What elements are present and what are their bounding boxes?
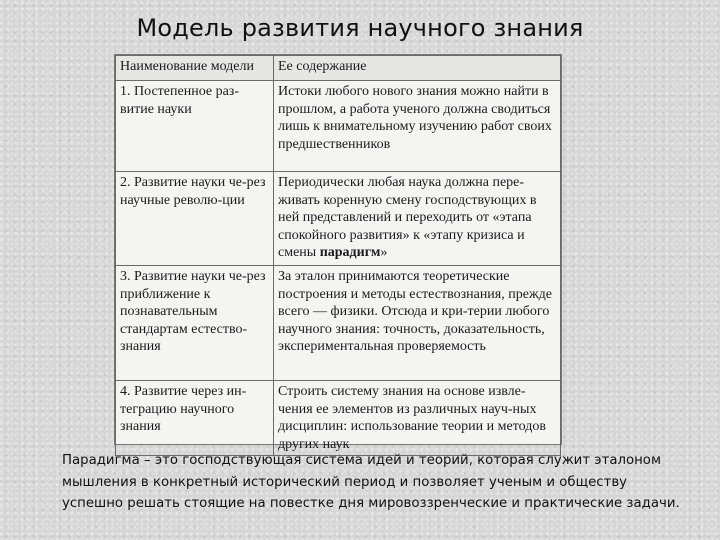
models-table [114, 54, 562, 452]
header-model-name: Наименование модели [116, 56, 274, 81]
header-model-content: Ее содержание [274, 56, 561, 81]
table-row [116, 381, 561, 456]
table-header-row [116, 56, 561, 81]
definition-term: Парадигма [62, 453, 140, 468]
model-content-cell: Истоки любого нового знания можно найти в прошлом, а работа ученого должна сводиться лишь к внимательному изучению работ своих предшественников [274, 81, 561, 172]
model-name-cell: 2. Развитие науки че-рез научные револю-ции [116, 172, 274, 266]
paradigm-term-bold: парадигм [319, 245, 381, 261]
content-text-end: » [380, 245, 388, 261]
model-content-cell: Строить систему знания на основе извле-чения ее элементов из различных науч-ных дисциплин: использование теории и методов других наук [274, 381, 561, 456]
content-text: Периодически любая наука должна пере-живать коренную смену господствующих в ней представлений и переходить от «этапа спокойного развития» к «этапу кризиса и смены [278, 175, 537, 261]
definition-text: – это господствующая система идей и теорий, которая служит эталоном мышления в конкретный исторический период и позволяет ученым и обществу успешно решать стоящие на повестке дня мировоззренческие и практические задачи. [62, 453, 680, 511]
table-row [116, 172, 561, 266]
paradigm-definition [62, 450, 682, 515]
model-content-cell: За эталон принимаются теоретические построения и методы естествознания, прежде всего — физики. Отсюда и кри-терии любого научного знания: точность, доказательность, экспериментальная проверяемость [274, 266, 561, 381]
model-content-cell [274, 172, 561, 266]
slide-title: Модель развития научного знания [136, 14, 584, 42]
table-row [116, 81, 561, 172]
model-name-cell: 3. Развитие науки че-рез приближение к познавательным стандартам естество-знания [116, 266, 274, 381]
model-name-cell: 4. Развитие через ин-теграцию научного знания [116, 381, 274, 456]
model-name-cell: 1. Постепенное раз-витие науки [116, 81, 274, 172]
table-row [116, 266, 561, 381]
